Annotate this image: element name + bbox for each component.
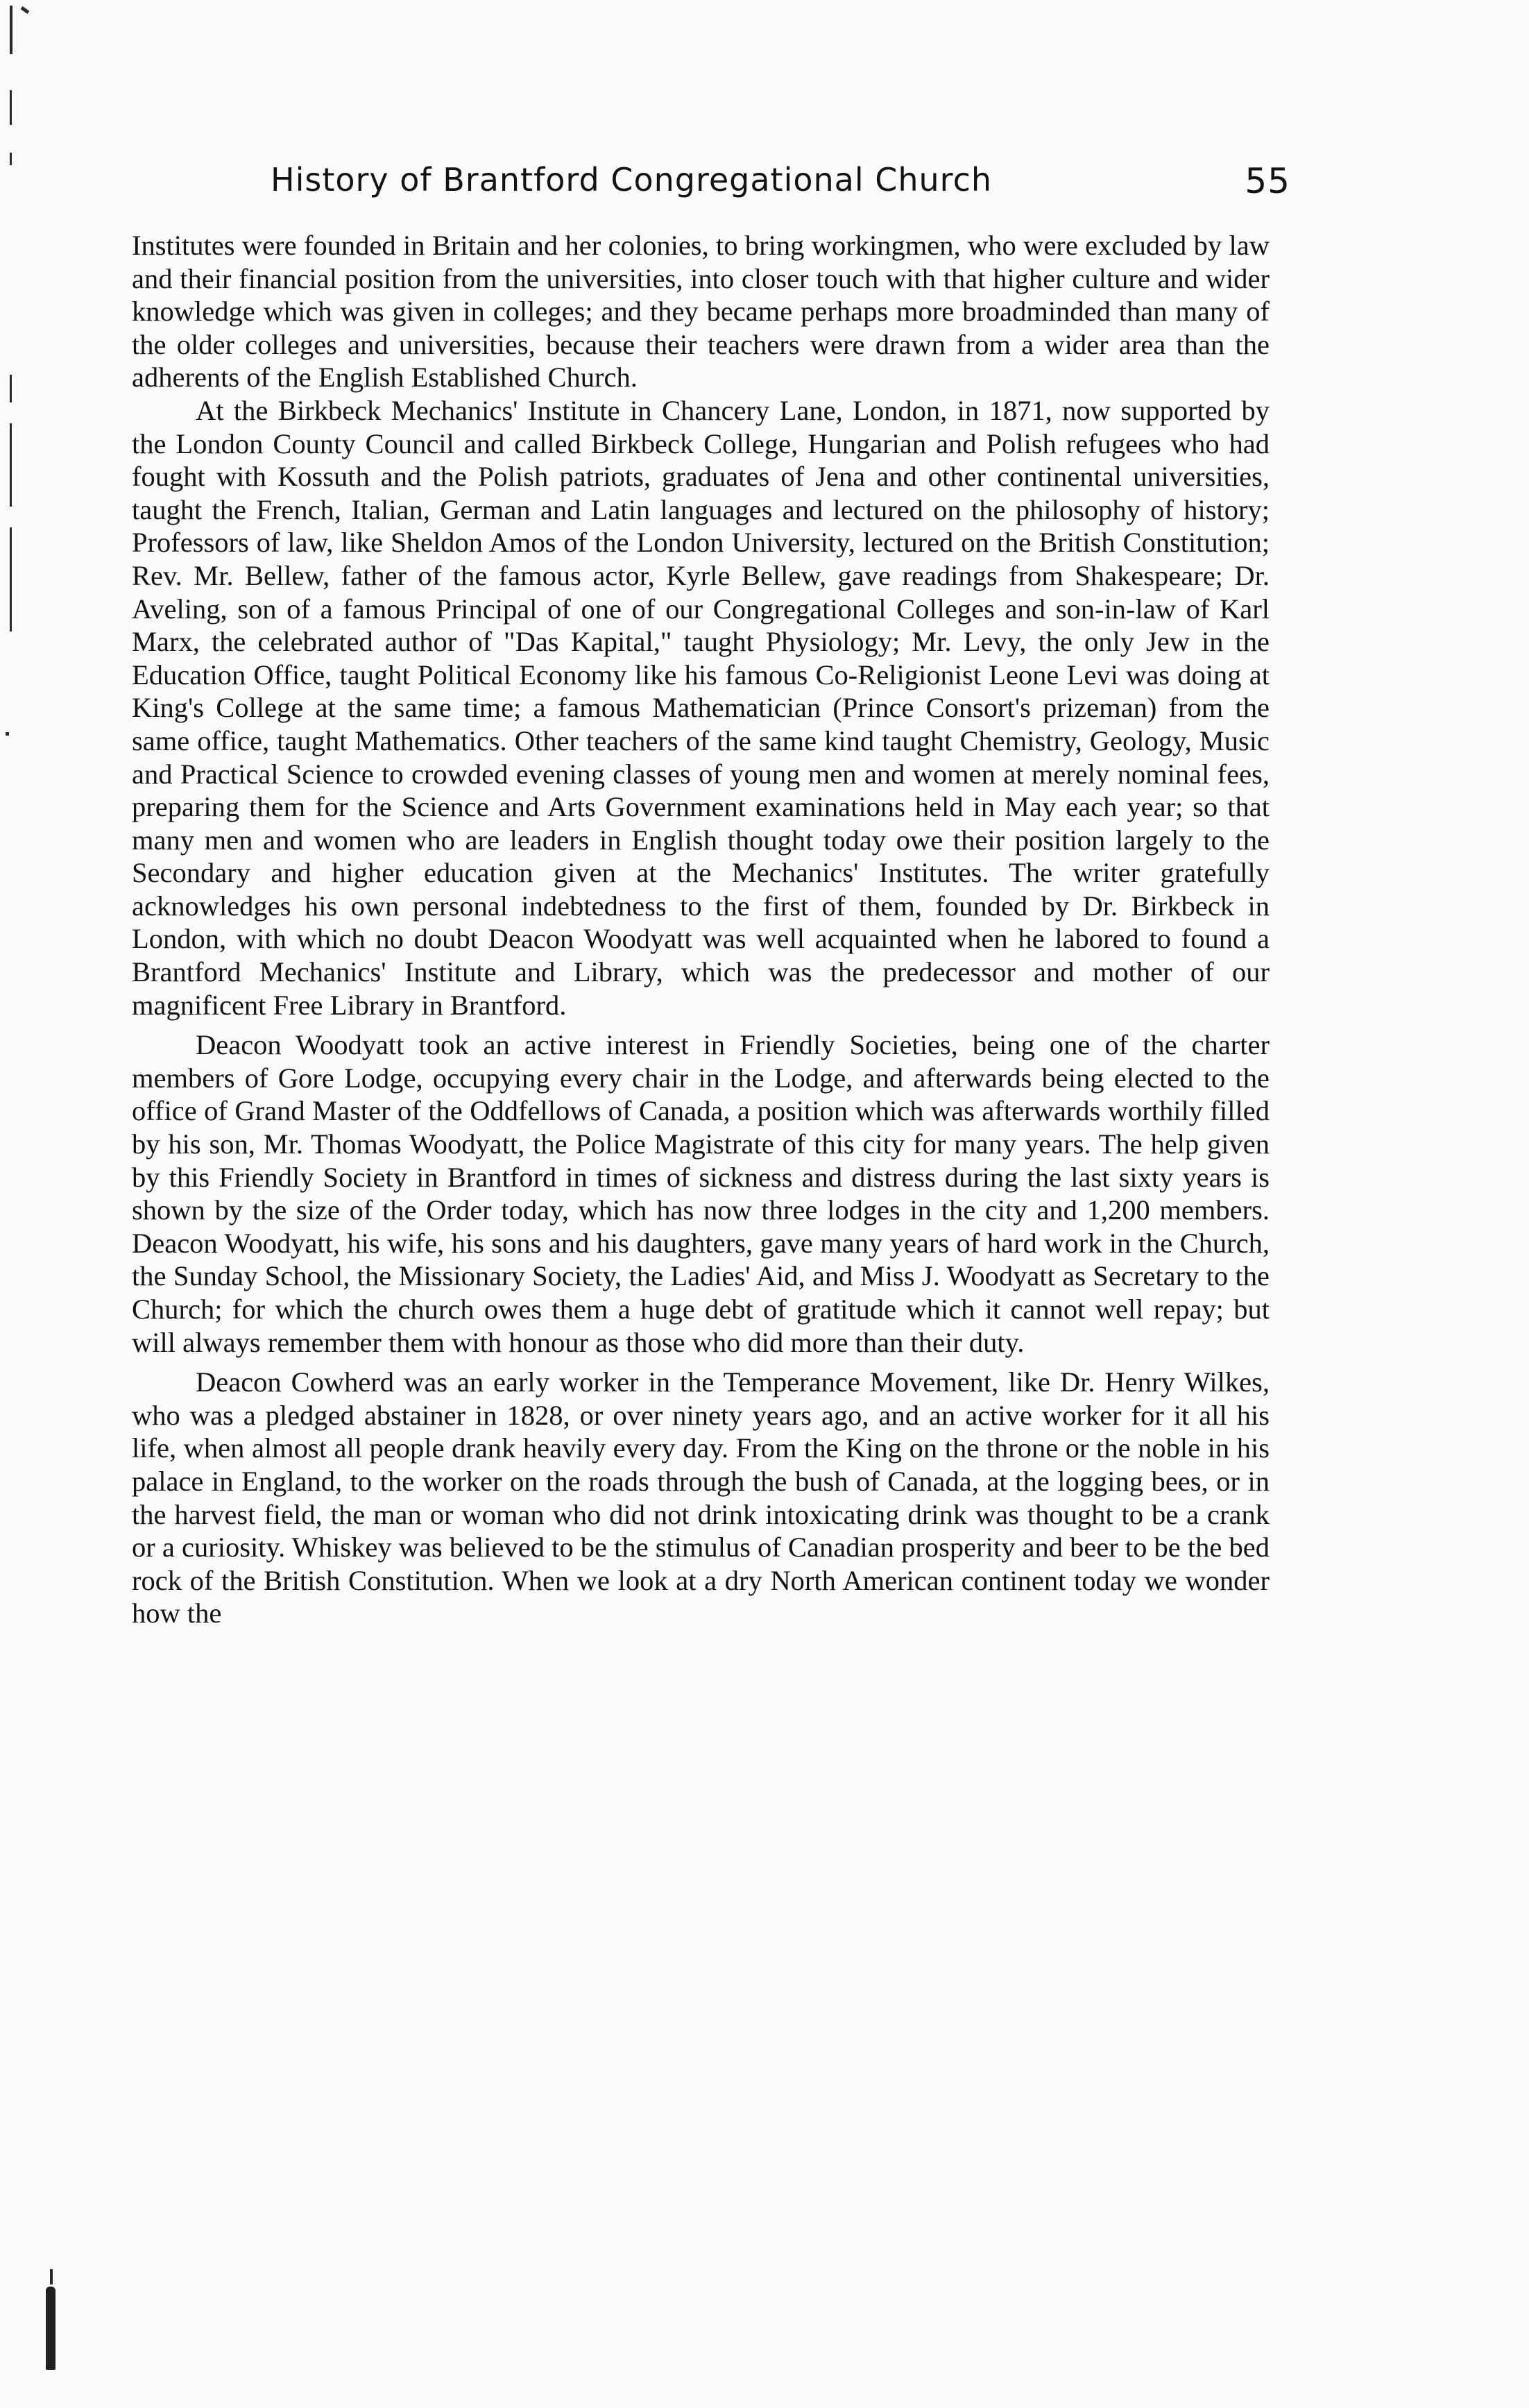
running-header — [271, 161, 1290, 217]
scan-margin-mark — [10, 611, 12, 631]
scan-margin-mark — [10, 527, 12, 611]
scan-margin-mark — [50, 2269, 53, 2284]
running-header-title: History of Brantford Congregational Church — [271, 161, 993, 198]
scan-margin-mark — [10, 375, 12, 402]
scan-margin-mark — [21, 6, 30, 14]
scan-margin-mark — [10, 153, 12, 165]
scan-margin-mark — [46, 2287, 55, 2370]
body-text — [132, 229, 1270, 1630]
paragraph: Deacon Woodyatt took an active interest in Friendly Societies, being one of the charter members of Gore Lodge, occupying every chair in the Lodge, and afterwards being elected to the office of Grand Master of the Oddfellows of Canada, a position which was afterwards worthily filled by his son, Mr. Thomas Woodyatt, the Police Magistrate of this city for many years. The help given by this Friendly Society in Brantford in times of sickness and distress during the last sixty years is shown by the size of the Order today, which has now three lodges in the city and 1,200 members. Deacon Woodyatt, his wife, his sons and his daughters, gave many years of hard work in the Church, the Sunday School, the Missionary Society, the Ladies' Aid, and Miss J. Woodyatt as Secretary to the Church; for which the church owes them a huge debt of gratitude which it cannot well repay; but will always remember them with honour as those who did more than their duty. — [132, 1029, 1270, 1358]
paragraph: At the Birkbeck Mechanics' Institute in Chancery Lane, London, in 1871, now supported by the London County Council and called Birkbeck College, Hungarian and Polish refugees who had fought with Kossuth and the Polish patriots, graduates of Jena and other continental universities, taught the French, Italian, German and Latin languages and lectured on the philosophy of history; Professors of law, like Sheldon Amos of the London University, lectured on the British Constitution; Rev. Mr. Bellew, father of the famous actor, Kyrle Bellew, gave readings from Shakespeare; Dr. Aveling, son of a famous Principal of one of our Congregational Colleges and son-in-law of Karl Marx, the celebrated author of "Das Kapital," taught Physiology; Mr. Levy, the only Jew in the Education Office, taught Political Economy like his famous Co-Religionist Leone Levi was doing at King's College at the same time; a famous Mathematician (Prince Consort's prizeman) from the same office, taught Mathematics. Other teachers of the same kind taught Chemistry, Geology, Music and Practical Science to crowded evening classes of young men and women at merely nominal fees, preparing them for the Science and Arts Government examinations held in May each year; so that many men and women who are leaders in English thought today owe their position largely to the Secondary and higher education given at the Mechanics' Institutes. The writer gratefully acknowledges his own personal indebtedness to the first of them, founded by Dr. Birkbeck in London, with which no doubt Deacon Woodyatt was well acquainted when he labored to found a Brantford Mechanics' Institute and Library, which was the predecessor and mother of our magnificent Free Library in Brantford. — [132, 394, 1270, 1021]
page-number: 55 — [1245, 161, 1290, 201]
scan-margin-mark — [10, 6, 12, 54]
paragraph: Institutes were founded in Britain and her colonies, to bring workingmen, who were excluded by law and their financial position from the universities, into closer touch with that higher culture and wider knowledge which was given in colleges; and they became perhaps more broadminded than many of the older colleges and universities, because their teachers were drawn from a wider area than the adherents of the English Established Church. — [132, 230, 1270, 393]
scan-margin-mark — [10, 90, 12, 125]
scan-margin-mark — [6, 732, 9, 736]
scan-margin-mark — [10, 423, 12, 507]
paragraph: Deacon Cowherd was an early worker in the Temperance Movement, like Dr. Henry Wilkes, who was a pledged abstainer in 1828, or over ninety years ago, and an active worker for it all his life, when almost all people drank heavily every day. From the King on the throne or the noble in his palace in England, to the worker on the roads through the bush of Canada, at the logging bees, or in the harvest field, the man or woman who did not drink intoxicating drink was thought to be a crank or a curiosity. Whiskey was believed to be the stimulus of Canadian prosperity and beer to be the bed rock of the British Constitution. When we look at a dry North American continent today we wonder how the — [132, 1366, 1270, 1629]
